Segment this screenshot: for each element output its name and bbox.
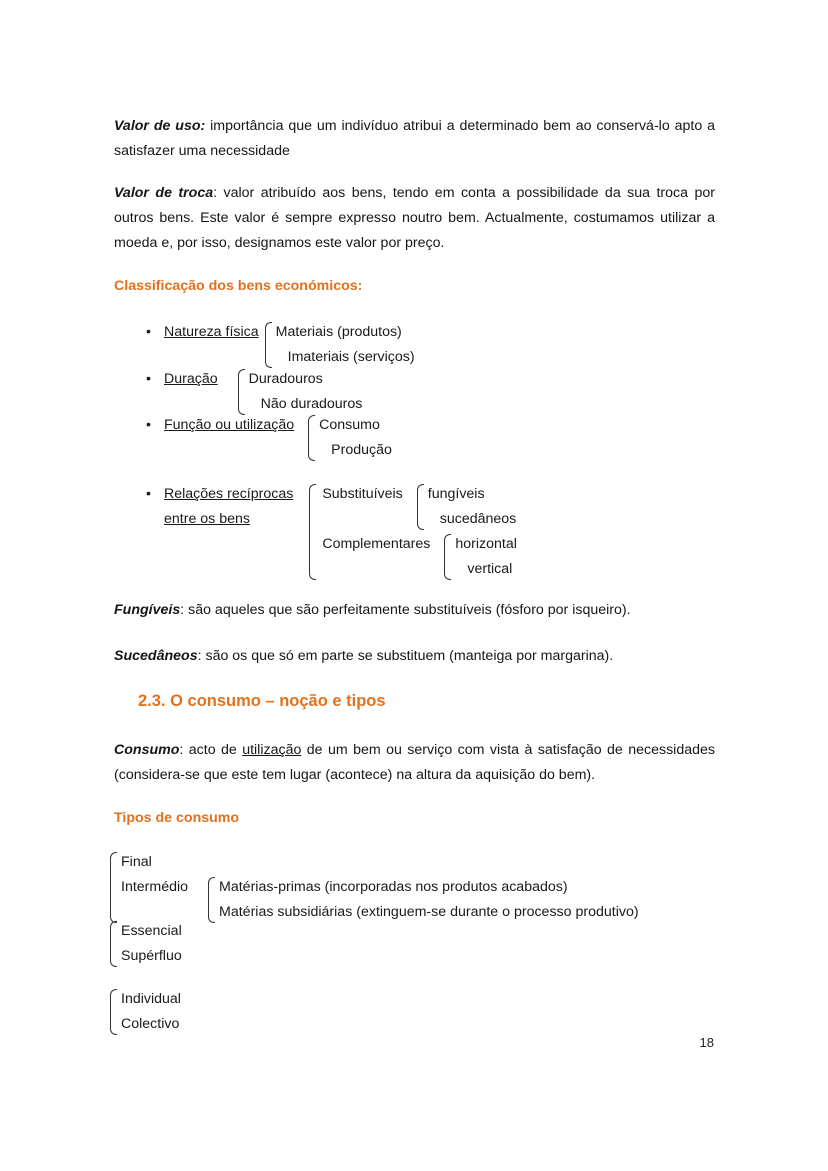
brace-line: Colectivo [121, 1016, 180, 1032]
brace-group-final-intermedio [104, 850, 639, 925]
bullet-glyph: • [146, 324, 151, 340]
bullet-row [114, 367, 362, 417]
bullet-glyph: • [146, 417, 151, 433]
curly-brace-icon [413, 482, 424, 532]
brace-line: Consumo [319, 417, 380, 433]
curly-brace-icon [234, 367, 245, 417]
brace-items [121, 919, 182, 969]
brace-line: Intermédio [121, 879, 189, 895]
curly-brace-icon [440, 532, 451, 582]
paragraph-text [114, 181, 715, 256]
list-item-label [114, 482, 293, 532]
paragraph-body: importância que um indivíduo atribui a determinado bem ao conservá-lo apto a satisfazer uma necessidade [114, 118, 715, 159]
paragraph-fungiveis [114, 598, 715, 623]
paragraph-text [114, 598, 715, 623]
section-heading-2-3: 2.3. O consumo – noção e tipos [138, 692, 386, 710]
curly-brace-icon [305, 482, 318, 582]
brace-group-complementares [438, 532, 517, 582]
brace-items [428, 482, 517, 532]
bullet-row [114, 482, 517, 582]
brace-items [455, 532, 517, 582]
brace-line: Não duradouros [260, 396, 363, 412]
brace-group-materias [202, 875, 639, 925]
bullet-row [114, 320, 415, 370]
curly-brace-icon [106, 850, 117, 925]
brace-line: vertical [467, 561, 513, 577]
curly-brace-icon [304, 413, 315, 463]
list-item-label: Duração [164, 371, 218, 387]
heading-classificacao-wrapper [114, 276, 362, 296]
brace-items-outer [322, 482, 517, 582]
paragraph-body-1: : acto de [179, 742, 243, 758]
paragraph-body: : valor atribuído aos bens, tendo em conta a possibilidade da sua troca por outros bens. Este valor é sempre expresso noutro bem. Actualmente, costumamos utilizar a moeda e, por isso, designamos este valor por preço. [114, 185, 715, 251]
brace-line: Matérias subsidiárias (extinguem-se durante o processo produtivo) [219, 904, 639, 920]
list-item-label: Função ou utilização [164, 417, 295, 433]
brace-group-substituiveis [411, 482, 517, 532]
paragraph-text [114, 114, 715, 164]
brace-items [276, 320, 415, 370]
bullet-row [114, 413, 392, 463]
paragraph-valor-de-troca [114, 181, 715, 256]
paragraph-valor-de-uso [114, 114, 715, 164]
paragraph-lead: Valor de troca [114, 185, 214, 201]
heading-classificacao: Classificação dos bens económicos: [114, 278, 363, 294]
list-item-funcao-utilizacao [114, 413, 392, 463]
heading-tipos-consumo-wrapper [114, 808, 239, 828]
brace-group-essencial-superfluo [104, 919, 182, 969]
brace-items [121, 850, 639, 925]
curly-brace-icon [106, 919, 117, 969]
brace-items [319, 413, 392, 463]
curly-brace-icon [261, 320, 272, 370]
curly-brace-icon [204, 875, 215, 925]
paragraph-lead: Valor de uso: [114, 118, 206, 134]
label-line-2: entre os bens [164, 511, 250, 527]
paragraph-body-2: de um bem ou serviço com vista à satisfação de necessidades (considera-se que este tem lugar (acontece) na altura da aquisição do bem). [114, 742, 715, 783]
branch-substituiveis [322, 482, 517, 532]
list-item-duracao [114, 367, 362, 417]
heading-tipos-de-consumo: Tipos de consumo [114, 810, 240, 826]
list-item-natureza-fisica [114, 320, 415, 370]
brace-line: Matérias-primas (incorporadas nos produtos acabados) [219, 879, 568, 895]
brace-line: sucedâneos [439, 511, 517, 527]
brace-items [121, 987, 181, 1037]
curly-brace-icon [106, 987, 117, 1037]
label-line-1: Relações recíprocas [164, 486, 294, 502]
paragraph-body: : são os que só em parte se substituem (manteiga por margarina). [197, 648, 614, 664]
brace-line: Materiais (produtos) [275, 324, 402, 340]
brace-line: Duradouros [248, 371, 323, 387]
branch-complementares [322, 532, 517, 582]
paragraph-sucedaneos [114, 644, 715, 669]
list-item-label: Natureza física [164, 324, 259, 340]
bullet-glyph: • [146, 371, 151, 387]
bullet-glyph: • [146, 486, 151, 502]
brace-group-duracao [232, 367, 363, 417]
brace-line: Produção [331, 442, 392, 458]
brace-group-relacoes-outer [303, 482, 517, 582]
paragraph-text [114, 644, 715, 669]
brace-items [219, 875, 639, 925]
brace-group-natureza [259, 320, 415, 370]
branch-label: Substituíveis [322, 486, 403, 502]
brace-line-with-sub [121, 875, 639, 925]
paragraph-lead: Sucedâneos [114, 648, 198, 664]
brace-line: fungíveis [427, 486, 485, 502]
section-heading-wrapper [114, 690, 386, 712]
branch-label: Complementares [322, 536, 431, 552]
brace-items [249, 367, 363, 417]
brace-group-individual-colectivo [104, 987, 181, 1037]
paragraph-consumo [114, 738, 715, 788]
brace-line: Final [121, 854, 152, 870]
brace-line: Essencial [121, 923, 182, 939]
paragraph-text [114, 738, 715, 788]
brace-line: Supérfluo [121, 948, 182, 964]
brace-line: horizontal [455, 536, 517, 552]
paragraph-body: : são aqueles que são perfeitamente substituíveis (fósforo por isqueiro). [180, 602, 631, 618]
paragraph-lead: Consumo [114, 742, 180, 758]
paragraph-underlined-term: utilização [242, 742, 302, 758]
brace-group-funcao [302, 413, 392, 463]
list-item-relacoes-reciprocas [114, 482, 517, 582]
paragraph-lead: Fungíveis [114, 602, 181, 618]
page-number: 18 [699, 1035, 714, 1050]
brace-line: Imateriais (serviços) [287, 349, 415, 365]
brace-line: Individual [121, 991, 181, 1007]
